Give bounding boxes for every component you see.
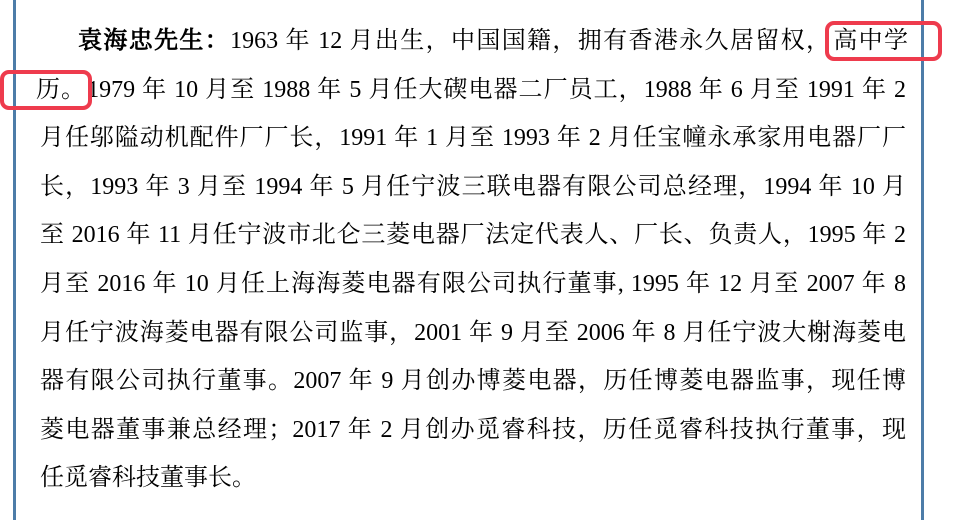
text-segment: 至 2016 年 11 月任宁波市北仑三菱电器厂法定代表人、厂长、负责人，1995 年 2 <box>40 222 906 249</box>
text-segment: 1963 年 12 月出生，中国国籍，拥有香港永久居留权， <box>230 28 832 54</box>
text-segment: 月任邬隘动机配件厂厂长，1991 年 1 月至 1993 年 2 月任宝幢永承家用电器厂厂 <box>40 125 906 152</box>
text-segment: 月任宁波海菱电器有限公司监事，2001 年 9 月至 2006 年 8 月任宁波大榭海菱电 <box>40 319 906 346</box>
text-line <box>40 357 906 406</box>
text-line <box>40 114 906 163</box>
text-line <box>40 309 906 358</box>
text-line <box>40 163 906 212</box>
text-line <box>36 66 907 115</box>
person-name: 袁海忠先生： <box>78 28 231 54</box>
text-line <box>40 17 909 66</box>
highlight-annotation-box: 高中学 <box>825 21 942 61</box>
text-segment: 菱电器董事兼总经理；2017 年 2 月创办觅睿科技，历任觅睿科技执行董事，现 <box>40 416 906 443</box>
text-segment: 器有限公司执行董事。2007 年 9 月创办博菱电器，历任博菱电器监事，现任博 <box>40 368 906 395</box>
text-line <box>40 454 906 503</box>
text-line <box>40 406 906 455</box>
text-segment: 1979 年 10 月至 1988 年 5 月任大碶电器二厂员工，1988 年 6 月至 1991 年 2 <box>87 76 907 103</box>
text-segment: 月至 2016 年 10 月任上海海菱电器有限公司执行董事, 1995 年 12 月至 2007 年 8 <box>40 270 906 297</box>
text-segment: 长，1993 年 3 月至 1994 年 5 月任宁波三联电器有限公司总经理，1994 年 10 月 <box>40 173 906 200</box>
page-border-right-line <box>921 0 924 520</box>
text-segment: 任觅睿科技董事长。 <box>40 465 256 492</box>
text-line <box>40 260 906 309</box>
highlight-annotation-box: 历。 <box>0 70 92 110</box>
biography-paragraph <box>36 17 909 503</box>
text-line <box>40 211 906 260</box>
